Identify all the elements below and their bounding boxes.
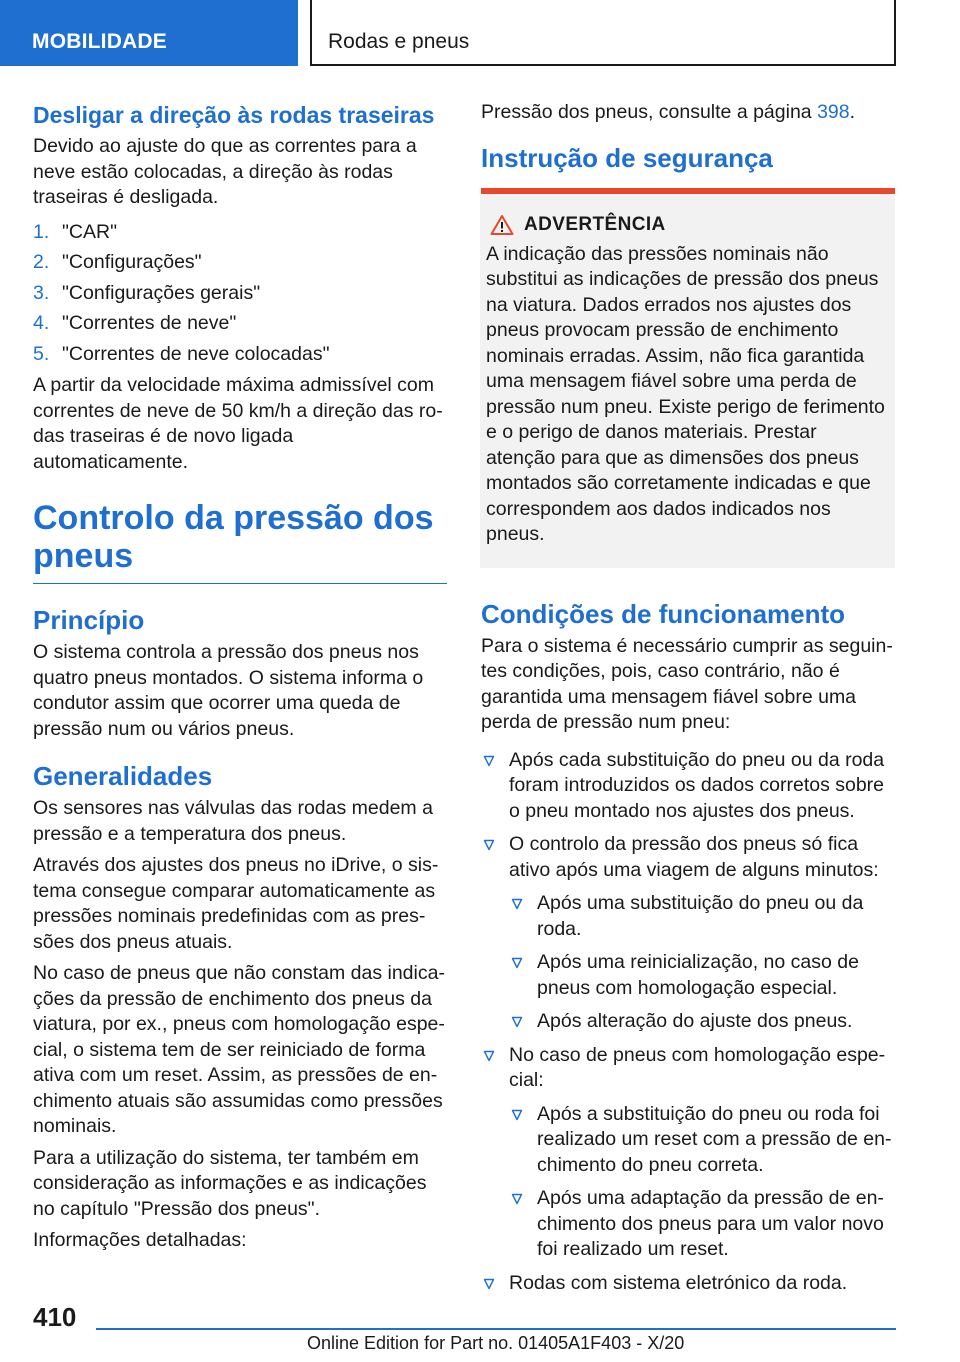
reference-suffix: .	[849, 101, 856, 123]
step-number: 1.	[33, 220, 50, 243]
chapter-tab	[310, 0, 896, 66]
heading-conditions: Condições de funcionamento	[481, 598, 846, 629]
reference-text: Pressão dos pneus, consulte a página	[481, 101, 818, 123]
triangle-bullet-icon	[483, 839, 495, 851]
list-item	[509, 950, 895, 1001]
paragraph-general-4: Para a utilização do sistema, ter também em consideração as informações e as indicações no capítulo "Pressão dos pneus".	[33, 1146, 427, 1220]
chapter-label: Rodas e pneus	[328, 30, 470, 53]
warning-title: ADVERTÊNCIA	[524, 213, 666, 235]
list-item	[481, 748, 895, 825]
paragraph-general-5: Informações detalhadas:	[33, 1229, 247, 1251]
step-number: 3.	[33, 281, 50, 304]
list-item	[509, 1009, 895, 1035]
triangle-bullet-icon	[483, 1278, 495, 1290]
triangle-bullet-icon	[483, 1050, 495, 1062]
steps-list	[33, 217, 447, 370]
list-item	[33, 247, 447, 278]
triangle-bullet-icon	[511, 898, 523, 910]
heading-disable-rear-steering: Desligar a direção às rodas traseiras	[33, 102, 435, 128]
bullet-text: Rodas com sistema eletrónico da roda.	[509, 1271, 848, 1294]
section-label: MOBILIDADE	[32, 30, 167, 53]
step-number: 2.	[33, 251, 50, 273]
section-tab	[0, 0, 298, 66]
triangle-bullet-icon	[511, 1109, 523, 1121]
bullet-text: No caso de pneus com homologação especial:	[509, 1043, 886, 1091]
paragraph-reference	[481, 100, 895, 126]
page-header	[0, 0, 960, 66]
paragraph-general-3: No caso de pneus que não constam das indicações da pressão de enchimento dos pneus da viatura, por ex., pneus com homologação especial, o sistema tem de ser reiniciado de forma ativa com um reset. Assim, as pressões de enchimento atuais são assumidas como pressões nominais.	[33, 962, 445, 1137]
sub-list	[509, 891, 895, 1035]
bullet-text: Após cada substituição do pneu ou da roda foram introduzidos os dados corretos sobre o pneu montado nos ajustes dos pneus.	[509, 748, 885, 822]
footer-divider	[96, 1328, 896, 1330]
warning-triangle-icon	[490, 214, 514, 236]
list-item	[509, 891, 895, 942]
paragraph-general-2: Através dos ajustes dos pneus no iDrive, o sistema consegue comparar automaticamente as pressões nominais predefinidas com as pressões dos pneus atuais.	[33, 854, 439, 953]
list-item	[33, 308, 447, 339]
warning-box	[480, 194, 895, 568]
bullet-text: Após uma adaptação da pressão de enchimento dos pneus para um valor novo foi realizado um reset.	[537, 1187, 884, 1260]
step-text: "Configurações gerais"	[62, 281, 261, 304]
bullet-text: Após alteração do ajuste dos pneus.	[537, 1010, 853, 1032]
heading-tire-pressure-control: Controlo da pressão dos pneus	[33, 499, 447, 584]
step-text: "Correntes de neve"	[62, 312, 237, 334]
paragraph-disable: Devido ao ajuste do que as correntes para a neve estão colocadas, a direção às rodas traseiras é desligada.	[33, 135, 417, 208]
list-item	[481, 1043, 895, 1263]
warning-text: A indicação das pressões nominais não substitui as indicações de pressão dos pneus na viatura. Dados errados nos ajustes dos pneus provocam pressão de enchimento nominais erradas. Assim, não fica garantida uma mensagem fiável sobre uma perda de pressão num pneu. Existe perigo de ferimento e o perigo de danos materiais. Prestar atenção para que as dimensões dos pneus montados são corretamente indicadas e que correspondem aos dados indicados nos pneus.	[486, 242, 885, 545]
list-item	[481, 1271, 895, 1297]
list-item	[509, 1102, 895, 1179]
paragraph-conditions: Para o sistema é necessário cumprir as seguintes condições, pois, caso contrário, não é garantida uma mensagem fiável sobre uma perda de pressão num pneu:	[481, 634, 893, 733]
step-text: "Configurações"	[62, 251, 202, 273]
paragraph-general-1: Os sensores nas válvulas das rodas medem a pressão e a temperatura dos pneus.	[33, 797, 433, 845]
list-item	[33, 278, 447, 309]
edition-label: Online Edition for Part no. 01405A1F403 - X/20	[307, 1333, 685, 1353]
list-item	[33, 339, 447, 370]
triangle-bullet-icon	[511, 1193, 523, 1205]
conditions-list	[481, 748, 895, 1297]
step-number: 5.	[33, 342, 50, 365]
heading-general: Generalidades	[33, 761, 213, 791]
step-text: "Correntes de neve colocadas"	[62, 342, 330, 365]
right-column	[481, 100, 895, 1304]
triangle-bullet-icon	[511, 957, 523, 969]
paragraph-principle: O sistema controla a pressão dos pneus nos quatro pneus montados. O sistema informa o condutor assim que ocorrer uma queda de pressão num ou vários pneus.	[33, 641, 424, 740]
bullet-text: Após a substituição do pneu ou roda foi realizado um reset com a pressão de enchimento do pneu correta.	[537, 1102, 892, 1176]
heading-principle: Princípio	[33, 605, 145, 635]
bullet-text: Após uma substituição do pneu ou da roda.	[537, 892, 864, 940]
list-item	[481, 832, 895, 1035]
step-text: "CAR"	[62, 220, 118, 243]
sub-list	[509, 1102, 895, 1263]
bullet-text: Após uma reinicialização, no caso de pneus com homologação especial.	[537, 951, 859, 999]
list-item	[33, 217, 447, 248]
list-item	[509, 1186, 895, 1263]
page-number: 410	[33, 1302, 77, 1332]
triangle-bullet-icon	[483, 755, 495, 767]
triangle-bullet-icon	[511, 1016, 523, 1028]
warning-header	[486, 214, 887, 236]
left-column	[33, 100, 447, 1260]
step-number: 4.	[33, 312, 50, 334]
heading-safety: Instrução de segurança	[481, 142, 773, 173]
bullet-text: O controlo da pressão dos pneus só fica ativo após uma viagem de alguns minutos:	[509, 833, 879, 881]
page-link[interactable]: 398	[817, 101, 850, 123]
paragraph-speed: A partir da velocidade máxima admissível com correntes de neve de 50 km/h a direção das rodas traseiras é de novo ligada automaticamente.	[33, 374, 443, 473]
